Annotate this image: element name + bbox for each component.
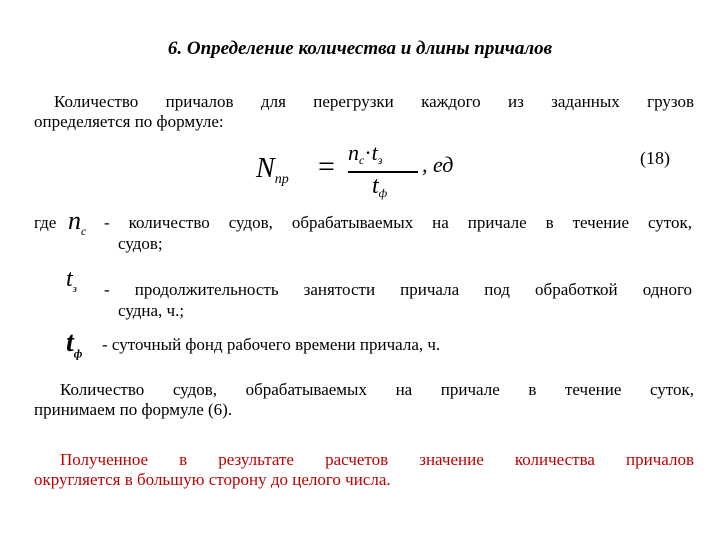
formula-denominator: $t_ф$ xyxy=(372,173,388,200)
paragraph-ships-count-line-2: принимаем по формуле (6). xyxy=(34,400,233,419)
formula-numerator: $n_с\cdot t_з$ xyxy=(348,140,383,167)
formula-18 xyxy=(250,140,470,200)
definition-tz xyxy=(104,279,692,321)
symbol-tz: $t_з$ xyxy=(66,266,77,295)
paragraph-ships-count xyxy=(34,380,694,420)
paragraph-ships-count-line-1: Количество судов, обрабатываемых на причале в течение суток, xyxy=(60,380,694,399)
intro-line-2: определяется по формуле: xyxy=(34,112,224,131)
definition-tf: - суточный фонд рабочего времени причала, ч. xyxy=(102,335,441,354)
paragraph-rounding-note-line-2: округляется в большую сторону до целого числа. xyxy=(34,470,391,489)
paragraph-rounding-note-line-1: Полученное в результате расчетов значение количества причалов xyxy=(60,450,694,469)
equation-number: (18) xyxy=(640,148,670,168)
definition-nc xyxy=(104,212,692,254)
definition-nc-line-1: - количество судов, обрабатываемых на причале в течение суток, xyxy=(104,213,692,232)
definition-nc-line-2: судов; xyxy=(118,234,163,253)
intro-line-1: Количество причалов для перегрузки каждого из заданных грузов xyxy=(54,92,694,111)
formula-lhs: $N_{пр}$ xyxy=(256,153,289,187)
paragraph-rounding-note xyxy=(34,450,694,490)
formula-unit: , ед xyxy=(422,152,454,177)
definition-tz-line-2: судна, ч.; xyxy=(118,301,185,320)
page-title: 6. Определение количества и длины причалов xyxy=(167,38,553,59)
formula-equals: = xyxy=(318,150,335,183)
intro-paragraph xyxy=(34,92,694,132)
symbol-nc: $n_с$ xyxy=(68,206,87,239)
where-label: где xyxy=(34,213,57,232)
definition-tz-line-1: - продолжительность занятости причала под обработкой одного xyxy=(104,280,692,299)
symbol-tf: $t_ф$ xyxy=(66,327,83,361)
